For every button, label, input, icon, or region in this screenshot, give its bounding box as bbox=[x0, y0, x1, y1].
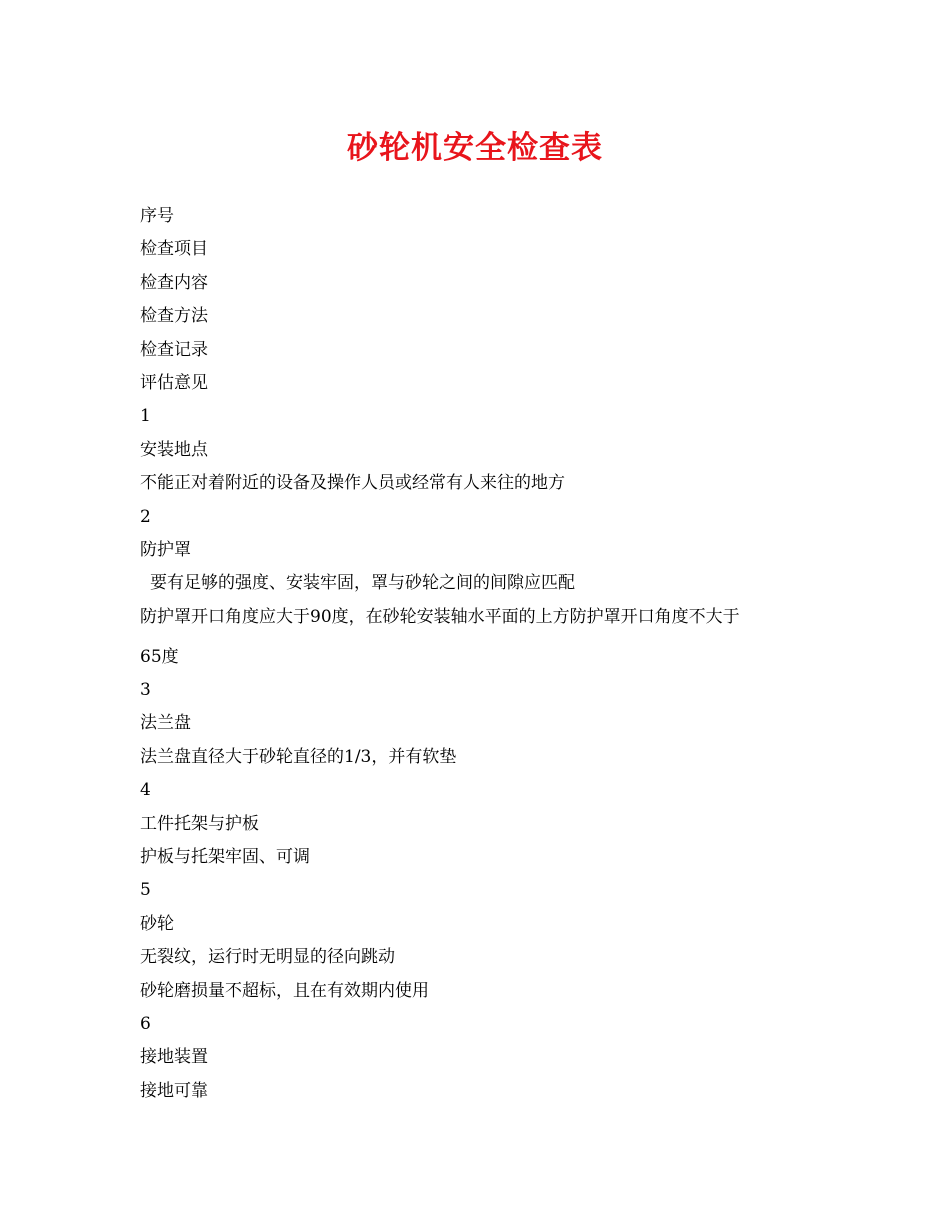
body-line: 不能正对着附近的设备及操作人员或经常有人来往的地方 bbox=[140, 473, 565, 494]
body-line: 砂轮磨损量不超标，且在有效期内使用 bbox=[140, 980, 429, 1001]
body-line: 3 bbox=[140, 680, 151, 701]
body-line: 防护罩 bbox=[140, 539, 191, 560]
body-line: 1 bbox=[140, 406, 151, 427]
body-line: 接地装置 bbox=[140, 1047, 208, 1068]
body-line: 4 bbox=[140, 780, 151, 801]
body-line: 2 bbox=[140, 506, 151, 527]
body-line: 检查方法 bbox=[140, 306, 208, 327]
body-line: 检查项目 bbox=[140, 239, 208, 260]
document-title: 砂轮机安全检查表 bbox=[347, 130, 603, 166]
document-body bbox=[140, 205, 820, 1113]
body-line: 接地可靠 bbox=[140, 1080, 208, 1101]
body-line: 防护罩开口角度应大于90度，在砂轮安装轴水平面的上方防护罩开口角度不大于 bbox=[140, 606, 740, 627]
body-line: 评估意见 bbox=[140, 372, 208, 393]
body-line: 检查记录 bbox=[140, 339, 208, 360]
body-line: 5 bbox=[140, 880, 151, 901]
body-line: 护板与托架牢固、可调 bbox=[140, 847, 310, 868]
body-line: 65度 bbox=[140, 646, 179, 667]
body-line: 6 bbox=[140, 1013, 151, 1034]
body-line: 要有足够的强度、安装牢固，罩与砂轮之间的间隙应匹配 bbox=[150, 573, 575, 594]
body-line: 法兰盘直径大于砂轮直径的1/3，并有软垫 bbox=[140, 746, 457, 767]
body-line: 安装地点 bbox=[140, 439, 208, 460]
body-line: 工件托架与护板 bbox=[140, 813, 259, 834]
body-line: 砂轮 bbox=[140, 913, 174, 934]
body-line: 无裂纹，运行时无明显的径向跳动 bbox=[140, 947, 395, 968]
body-line: 检查内容 bbox=[140, 272, 208, 293]
body-line: 法兰盘 bbox=[140, 713, 191, 734]
body-line: 序号 bbox=[140, 206, 174, 226]
